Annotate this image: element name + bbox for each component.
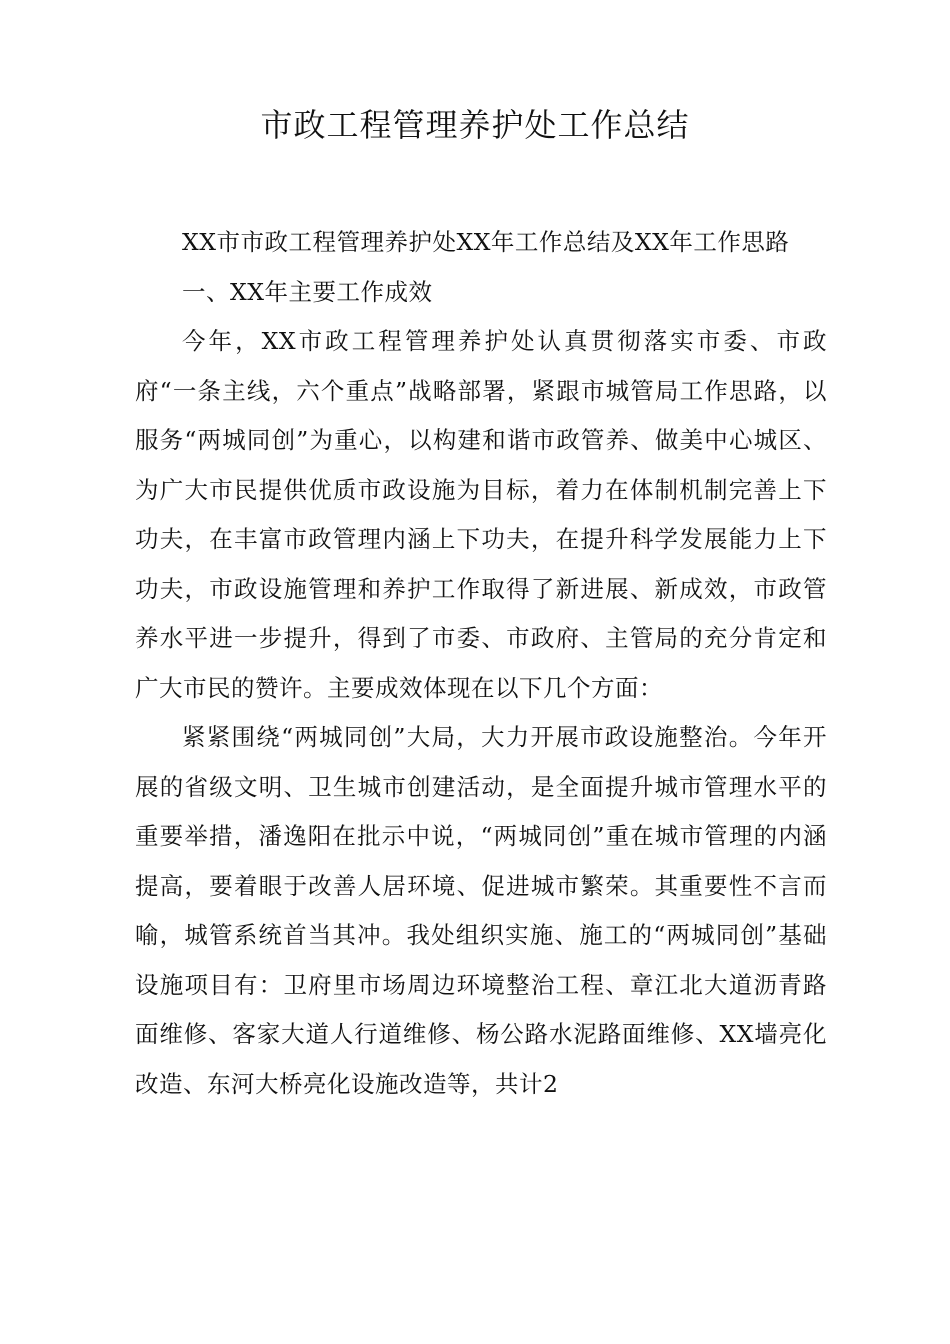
paragraph-section-heading: 一、XX年主要工作成效 xyxy=(182,277,433,306)
document-title: 市政工程管理养护处工作总结 xyxy=(260,106,690,144)
paragraph-subtitle: XX市市政工程管理养护处XX年工作总结及XX年工作思路 xyxy=(182,228,790,256)
document-body xyxy=(135,218,827,1109)
paragraph-overview: 今年，XX市政工程管理养护处认真贯彻落实市委、市政府“一条主线，六个重点”战略部署，紧跟市城管局工作思路，以服务“两城同创”为重心，以构建和谐市政管养、做美中心城区、为广大市民提供优质市政设施为目标，着力在体制机制完善上下功夫，在丰富市政管理内涵上下功夫，在提升科学发展能力上下功夫，市政设施管理和养护工作取得了新进展、新成效，市政管养水平进一步提升，得到了市委、市政府、主管局的充分肯定和广大市民的赞许。主要成效体现在以下几个方面： xyxy=(135,327,827,702)
paragraph-two-cities: 紧紧围绕“两城同创”大局，大力开展市政设施整治。今年开展的省级文明、卫生城市创建活动，是全面提升城市管理水平的重要举措，潘逸阳在批示中说，“两城同创”重在城市管理的内涵提高，要着眼于改善人居环境、促进城市繁荣。其重要性不言而喻，城管系统首当其冲。我处组织实施、施工的“两城同创”基础设施项目有：卫府里市场周边环境整治工程、章江北大道沥青路面维修、客家大道人行道维修、杨公路水泥路面维修、XX墙亮化改造、东河大桥亮化设施改造等，共计2 xyxy=(135,723,827,1098)
